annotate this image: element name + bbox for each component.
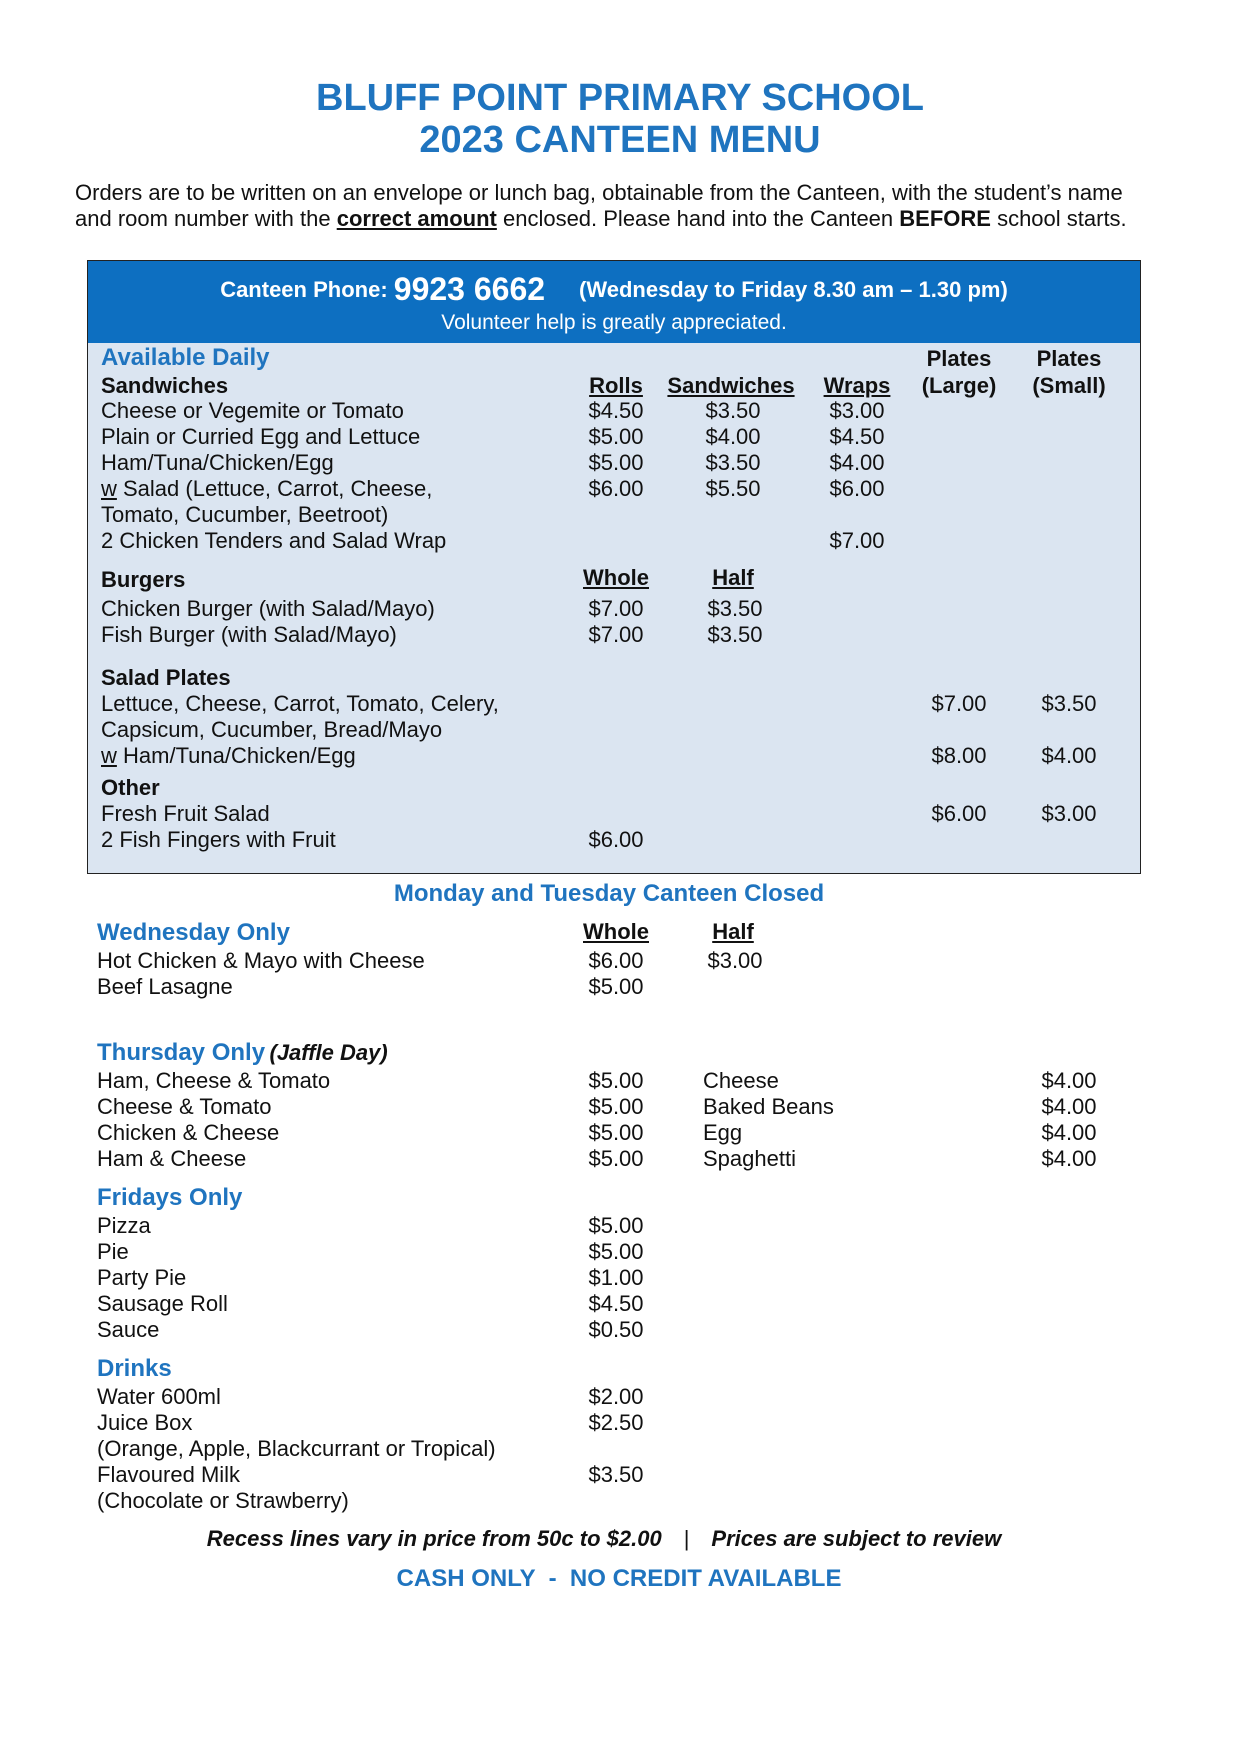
drink-item: Flavoured Milk: [97, 1462, 241, 1487]
plates-small-subheader: (Small): [1032, 373, 1106, 398]
sandwich-item: [101, 476, 432, 502]
col-rolls: Rolls: [589, 373, 643, 398]
canteen-info-header: [87, 260, 1141, 344]
col-half: Half: [712, 919, 754, 944]
footer-separator: |: [683, 1526, 690, 1551]
price-wraps: $3.00: [829, 398, 885, 423]
thursday-item: Chicken & Cheese: [97, 1120, 280, 1145]
thursday-price: $4.00: [1041, 1146, 1097, 1171]
sandwich-item: 2 Chicken Tenders and Salad Wrap: [101, 528, 447, 553]
price-sandwiches: $5.50: [705, 476, 761, 501]
thursday-heading-line: [97, 1039, 388, 1067]
sandwich-item-text: Salad (Lettuce, Carrot, Cheese,: [116, 476, 433, 501]
thursday-heading: Thursday Only: [97, 1039, 266, 1066]
closed-notice: Monday and Tuesday Canteen Closed: [393, 880, 825, 907]
sandwiches-heading: Sandwiches: [101, 373, 229, 398]
friday-heading: Fridays Only: [97, 1184, 243, 1211]
review-note: Prices are subject to review: [711, 1526, 1002, 1551]
thursday-item: Egg: [703, 1120, 743, 1145]
drink-price: $2.50: [588, 1410, 644, 1435]
price-half: $3.50: [707, 596, 763, 621]
price-wraps: $4.00: [829, 450, 885, 475]
phone-number: 9923 6662: [393, 271, 546, 307]
intro-correct-amount: correct amount: [336, 206, 497, 231]
thursday-price: $5.00: [588, 1146, 644, 1171]
intro-text: school starts.: [990, 206, 1127, 231]
opening-hours: (Wednesday to Friday 8.30 am – 1.30 pm): [579, 277, 1008, 302]
burger-item: Fish Burger (with Salad/Mayo): [101, 622, 397, 647]
salad-item: Capsicum, Cucumber, Bread/Mayo: [101, 717, 443, 742]
price-whole: $5.00: [588, 974, 644, 999]
intro-text: and room number with the: [75, 206, 337, 231]
recess-note: Recess lines vary in price from 50c to $2.00: [206, 1526, 662, 1551]
col-whole: Whole: [583, 565, 649, 590]
friday-price: $5.00: [588, 1213, 644, 1238]
price-whole: $6.00: [588, 948, 644, 973]
friday-price: $0.50: [588, 1317, 644, 1342]
friday-item: Pizza: [97, 1213, 151, 1238]
plates-small-header: Plates: [1036, 346, 1102, 371]
price-plate-large: $8.00: [931, 743, 987, 768]
price-rolls: $5.00: [588, 424, 644, 449]
price-rolls: $6.00: [588, 476, 644, 501]
sandwich-item: Ham/Tuna/Chicken/Egg: [101, 450, 334, 475]
thursday-price: $5.00: [588, 1068, 644, 1093]
thursday-item: Cheese & Tomato: [97, 1094, 272, 1119]
price-wraps: $7.00: [829, 528, 885, 553]
thursday-subheading: (Jaffle Day): [269, 1040, 388, 1065]
intro-line-2: [75, 206, 1127, 232]
with-prefix: w: [101, 476, 117, 501]
drinks-heading: Drinks: [97, 1355, 172, 1382]
price-sandwiches: $3.50: [705, 398, 761, 423]
phone-line: [88, 271, 1140, 308]
drink-note: (Chocolate or Strawberry): [97, 1488, 349, 1513]
price-rolls: $6.00: [588, 827, 644, 852]
salad-item: Lettuce, Cheese, Carrot, Tomato, Celery,: [101, 691, 499, 716]
wednesday-item: Hot Chicken & Mayo with Cheese: [97, 948, 425, 973]
price-plate-small: $3.50: [1041, 691, 1097, 716]
other-heading: Other: [101, 775, 160, 800]
price-whole: $7.00: [588, 596, 644, 621]
price-half: $3.50: [707, 622, 763, 647]
friday-item: Pie: [97, 1239, 129, 1264]
drink-item: Juice Box: [97, 1410, 193, 1435]
thursday-price: $4.00: [1041, 1068, 1097, 1093]
intro-before: BEFORE: [899, 206, 991, 231]
intro-text: enclosed. Please hand into the Canteen: [496, 206, 900, 231]
burgers-heading: Burgers: [101, 567, 186, 592]
thursday-item: Ham, Cheese & Tomato: [97, 1068, 331, 1093]
with-prefix: w: [101, 743, 117, 768]
thursday-price: $4.00: [1041, 1120, 1097, 1145]
price-rolls: $5.00: [588, 450, 644, 475]
salad-item-text: Ham/Tuna/Chicken/Egg: [116, 743, 356, 768]
friday-item: Sauce: [97, 1317, 160, 1342]
cash-only-notice: CASH ONLY - NO CREDIT AVAILABLE: [396, 1565, 842, 1592]
col-whole: Whole: [583, 919, 649, 944]
sandwich-item: Cheese or Vegemite or Tomato: [101, 398, 404, 423]
friday-item: Party Pie: [97, 1265, 187, 1290]
friday-price: $1.00: [588, 1265, 644, 1290]
available-daily-heading: Available Daily: [101, 344, 270, 371]
thursday-item: Cheese: [703, 1068, 779, 1093]
plates-large-header: Plates: [926, 346, 992, 371]
price-wraps: $4.50: [829, 424, 885, 449]
price-sandwiches: $4.00: [705, 424, 761, 449]
thursday-item: Baked Beans: [703, 1094, 834, 1119]
sandwich-item: Tomato, Cucumber, Beetroot): [101, 502, 389, 527]
col-wraps: Wraps: [823, 373, 891, 398]
price-rolls: $4.50: [588, 398, 644, 423]
thursday-price: $4.00: [1041, 1094, 1097, 1119]
burger-item: Chicken Burger (with Salad/Mayo): [101, 596, 435, 621]
friday-item: Sausage Roll: [97, 1291, 228, 1316]
salad-item: [101, 743, 356, 769]
thursday-price: $5.00: [588, 1094, 644, 1119]
other-item: 2 Fish Fingers with Fruit: [101, 827, 336, 852]
sandwich-item: Plain or Curried Egg and Lettuce: [101, 424, 421, 449]
other-item: Fresh Fruit Salad: [101, 801, 270, 826]
phone-label: Canteen Phone:: [220, 277, 394, 302]
friday-price: $5.00: [588, 1239, 644, 1264]
salad-plates-heading: Salad Plates: [101, 665, 231, 690]
price-plate-large: $7.00: [931, 691, 987, 716]
footer-notes: [207, 1526, 1001, 1552]
wednesday-item: Beef Lasagne: [97, 974, 233, 999]
page-title-menu: 2023 CANTEEN MENU: [419, 119, 821, 161]
col-sandwiches: Sandwiches: [667, 373, 795, 398]
volunteer-note: Volunteer help is greatly appreciated.: [441, 311, 787, 334]
drink-price: $2.00: [588, 1384, 644, 1409]
col-half: Half: [712, 565, 754, 590]
page-title-school: BLUFF POINT PRIMARY SCHOOL: [316, 77, 924, 119]
thursday-price: $5.00: [588, 1120, 644, 1145]
price-half: $3.00: [707, 948, 763, 973]
price-plate-large: $6.00: [931, 801, 987, 826]
price-wraps: $6.00: [829, 476, 885, 501]
price-whole: $7.00: [588, 622, 644, 647]
drink-item: Water 600ml: [97, 1384, 221, 1409]
plates-large-subheader: (Large): [921, 373, 997, 398]
thursday-item: Spaghetti: [703, 1146, 796, 1171]
price-plate-small: $4.00: [1041, 743, 1097, 768]
intro-line-1: Orders are to be written on an envelope or lunch bag, obtainable from the Canteen, with the student’s name: [75, 180, 1123, 205]
drink-note: (Orange, Apple, Blackcurrant or Tropical): [97, 1436, 496, 1461]
thursday-item: Ham & Cheese: [97, 1146, 247, 1171]
price-sandwiches: $3.50: [705, 450, 761, 475]
drink-price: $3.50: [588, 1462, 644, 1487]
friday-price: $4.50: [588, 1291, 644, 1316]
wednesday-heading: Wednesday Only: [97, 919, 290, 946]
price-plate-small: $3.00: [1041, 801, 1097, 826]
